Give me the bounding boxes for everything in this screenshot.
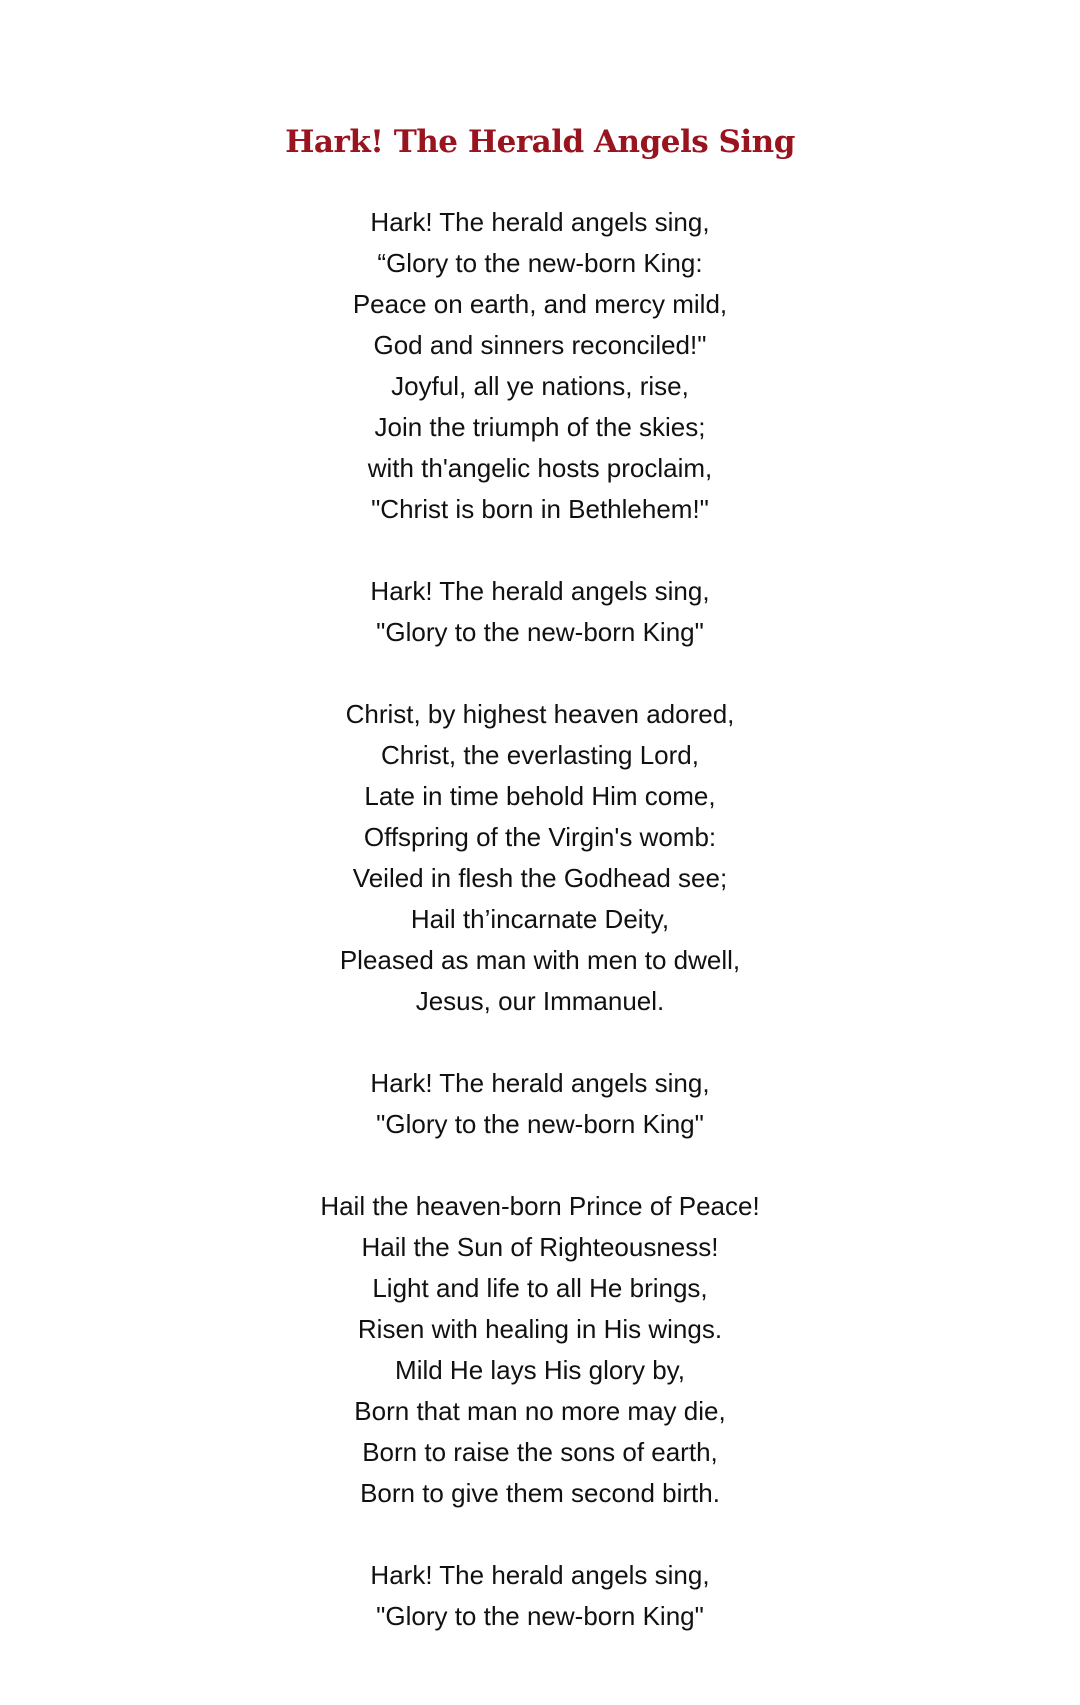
lyric-line: Christ, the everlasting Lord, <box>381 740 699 770</box>
lyric-line: Hark! The herald angels sing, <box>370 207 710 237</box>
lyric-line: Pleased as man with men to dwell, <box>339 945 741 975</box>
lyric-line: Joyful, all ye nations, rise, <box>391 371 689 401</box>
verse-1 <box>0 202 1080 530</box>
lyric-line: Join the triumph of the skies; <box>374 412 706 442</box>
stanza-spacer <box>0 653 1080 694</box>
lyric-line: Hark! The herald angels sing, <box>370 576 710 606</box>
refrain-3 <box>0 1555 1080 1637</box>
lyric-line: Veiled in flesh the Godhead see; <box>352 863 728 893</box>
lyric-line: Light and life to all He brings, <box>372 1273 708 1303</box>
lyric-line: "Glory to the new-born King" <box>376 1109 704 1139</box>
lyric-line: Hail th’incarnate Deity, <box>410 904 670 934</box>
lyric-line: Late in time behold Him come, <box>364 781 716 811</box>
verse-3 <box>0 1186 1080 1514</box>
lyric-line: Born that man no more may die, <box>354 1396 726 1426</box>
lyric-line: "Glory to the new-born King" <box>376 617 704 647</box>
refrain-1 <box>0 571 1080 653</box>
lyric-line: Hail the heaven-born Prince of Peace! <box>320 1191 760 1221</box>
lyric-line: God and sinners reconciled!" <box>373 330 707 360</box>
lyric-line: Christ, by highest heaven adored, <box>345 699 735 729</box>
lyric-line: Jesus, our Immanuel. <box>415 986 665 1016</box>
lyric-line: “Glory to the new-born King: <box>377 248 703 278</box>
lyric-line: Peace on earth, and mercy mild, <box>352 289 728 319</box>
lyric-line: Mild He lays His glory by, <box>395 1355 685 1385</box>
lyric-line: Born to raise the sons of earth, <box>362 1437 718 1467</box>
song-title: Hark! The Herald Angels Sing <box>285 124 795 160</box>
stanza-spacer <box>0 530 1080 571</box>
lyric-line: Born to give them second birth. <box>360 1478 720 1508</box>
lyric-line: Hark! The herald angels sing, <box>370 1560 710 1590</box>
stanza-spacer <box>0 1514 1080 1555</box>
lyric-line: "Glory to the new-born King" <box>376 1601 704 1631</box>
lyric-line: with th'angelic hosts proclaim, <box>367 453 713 483</box>
stanza-spacer <box>0 1022 1080 1063</box>
lyric-line: Hail the Sun of Righteousness! <box>361 1232 719 1262</box>
stanza-spacer <box>0 1145 1080 1186</box>
verse-2 <box>0 694 1080 1022</box>
lyric-line: "Christ is born in Bethlehem!" <box>371 494 709 524</box>
refrain-2 <box>0 1063 1080 1145</box>
lyric-line: Risen with healing in His wings. <box>357 1314 723 1344</box>
lyric-line: Offspring of the Virgin's womb: <box>363 822 717 852</box>
lyric-line: Hark! The herald angels sing, <box>370 1068 710 1098</box>
